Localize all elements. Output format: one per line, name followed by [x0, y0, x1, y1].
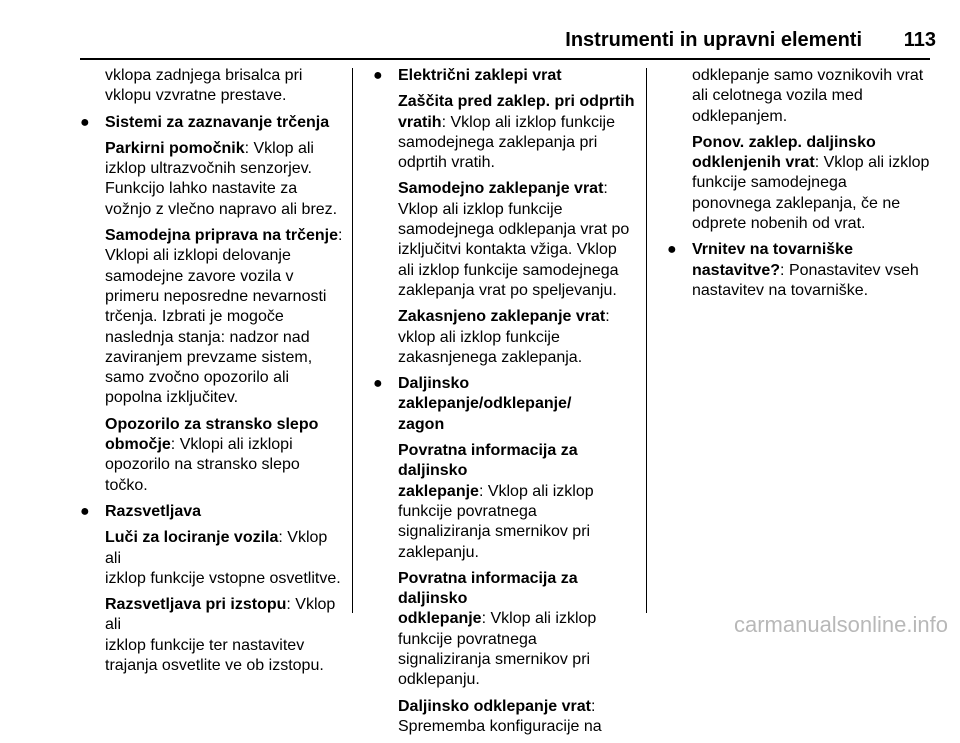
paragraph: Zaščita pred zaklep. pri odprtih vratih: Vklop ali izklop funkcije samodejnega zaklepanja pri odprtih vratih. [398, 93, 635, 172]
paragraph: Parkirni pomočnik: Vklop ali izklop ultrazvočnih senzorjev. Funkcijo lahko nastavite za vožnjo z vlečno napravo ali brez. [105, 139, 338, 218]
column-left [80, 66, 345, 682]
header-rule [80, 58, 930, 60]
page-number: 113 [903, 29, 936, 51]
paragraph: Opozorilo za stransko slepo območje: Vklopi ali izklopi opozorilo na stransko slepo točko. [105, 415, 319, 494]
section-heading: ● Električni zaklepi vrat [398, 66, 638, 86]
page-header-title: Instrumenti in upravni elementi [565, 29, 862, 51]
paragraph: vklopa zadnjega brisalca pri vklopu vzvratne prestave. [105, 67, 303, 105]
paragraph: odklepanje samo voznikovih vrat ali celotnega vozila med odklepanjem. [692, 67, 924, 125]
paragraph: Samodejna priprava na trčenje: Vklopi ali izklopi delovanje samodejne zavore vozila v primeru neposredne nevarnosti trčenja. Izbrati je mogoče naslednja stanja: nadzor nad zaviranjem prevzame sistem, samo zvočno opozorilo ali popolna izključitev. [105, 227, 343, 407]
paragraph: ● Vrnitev na tovarniške nastavitve?: Ponastavitev vseh nastavitev na tovarniške. [667, 241, 919, 299]
paragraph: Zakasnjeno zaklepanje vrat: vklop ali izklop funkcije zakasnjenega zaklepanja. [398, 308, 610, 366]
bullet-icon: ● [80, 113, 90, 131]
column-right [667, 66, 932, 307]
column-divider [352, 68, 353, 613]
paragraph: Daljinsko odklepanje vrat: Sprememba konfiguracije na [398, 697, 602, 735]
column-middle [373, 66, 638, 743]
section-heading: ● Daljinsko zaklepanje/odklepanje/ zagon [373, 375, 572, 433]
paragraph: Luči za lociranje vozila: Vklop ali izklop funkcije vstopne osvetlitve. [105, 529, 341, 587]
bullet-icon: ● [667, 241, 677, 259]
bullet-icon: ● [373, 375, 383, 393]
paragraph: Razsvetljava pri izstopu: Vklop ali izklop funkcije ter nastavitev trajanja osvetlite ve ob izstopu. [105, 596, 336, 675]
paragraph: Ponov. zaklep. daljinsko odklenjenih vrat: Vklop ali izklop funkcije samodejnega ponovnega zaklepanja, če ne odprete nobenih od vrat. [692, 133, 930, 233]
paragraph: Povratna informacija za daljinsko zaklepanje: Vklop ali izklop funkcije povratnega signaliziranja smernikov pri zaklepanju. [398, 442, 594, 561]
bullet-icon: ● [80, 502, 90, 520]
watermark: carmanualsonline.info [733, 612, 948, 637]
paragraph: Samodejno zaklepanje vrat: Vklop ali izklop funkcije samodejnega odklepanja vrat po izključitvi kontakta vžiga. Vklop ali izklop funkcije samodejnega zaklepanja vrat po speljevanju. [398, 180, 630, 299]
bullet-icon: ● [373, 67, 383, 84]
section-heading: ● Razsvetljava [105, 502, 345, 522]
paragraph: Povratna informacija za daljinsko odklepanje: Vklop ali izklop funkcije povratnega signaliziranja smernikov pri odklepanju. [398, 569, 597, 689]
column-divider [646, 68, 647, 613]
section-heading: ● Sistemi za zaznavanje trčenja [105, 113, 345, 133]
